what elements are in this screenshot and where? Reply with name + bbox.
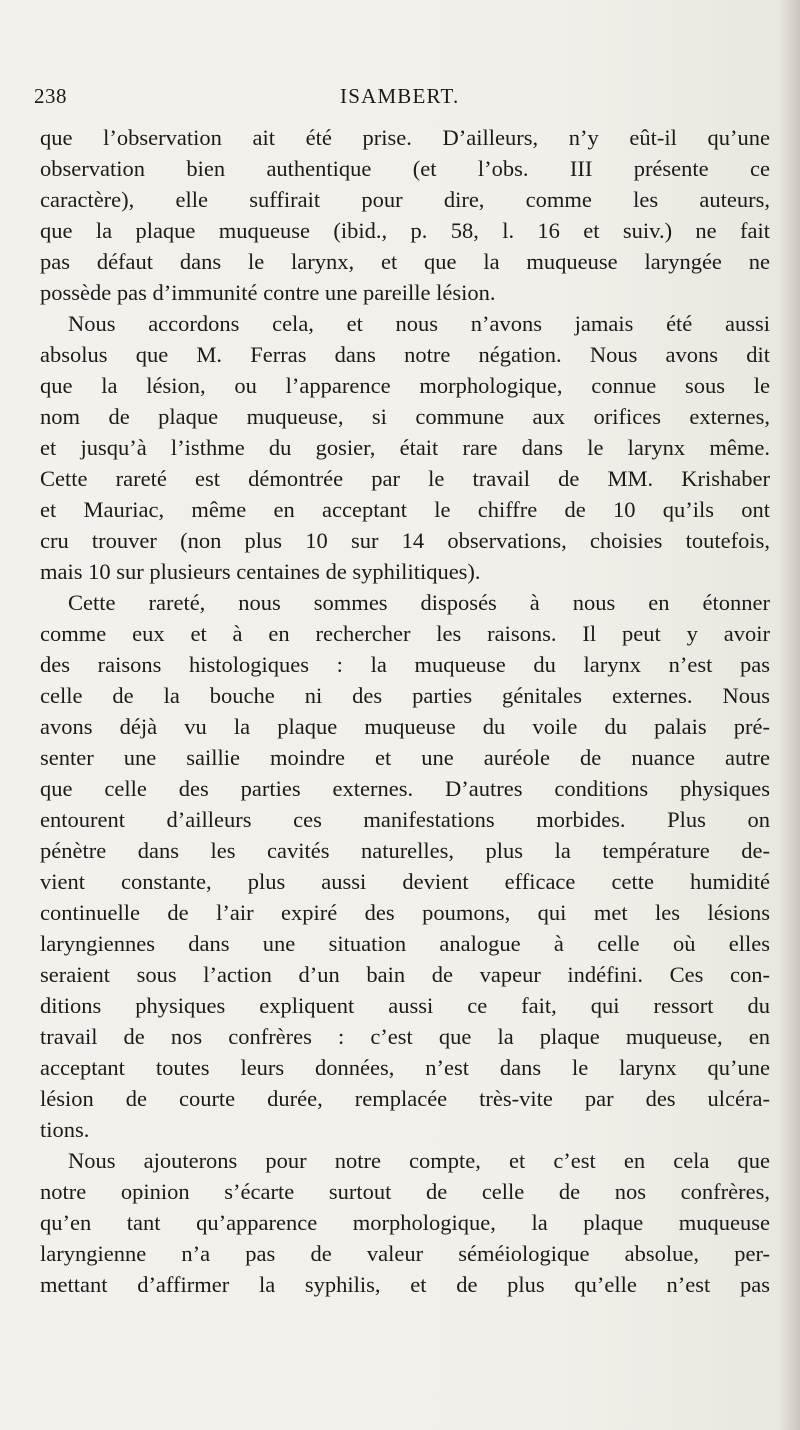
- text-line: observation bien authentique (et l’obs. III présente ce: [40, 156, 770, 181]
- text-line: celle de la bouche ni des parties génitales externes. Nous: [40, 683, 770, 708]
- text-line: que l’observation ait été prise. D’ailleurs, n’y eût-il qu’une: [40, 125, 770, 150]
- text-line: pas défaut dans le larynx, et que la muqueuse laryngée ne: [40, 249, 770, 274]
- text-line: tions.: [40, 1117, 90, 1142]
- text-line: ditions physiques expliquent aussi ce fait, qui ressort du: [40, 993, 770, 1018]
- text-line: absolus que M. Ferras dans notre négation. Nous avons dit: [40, 342, 770, 367]
- text-line: cru trouver (non plus 10 sur 14 observations, choisies toutefois,: [40, 528, 770, 553]
- text-line: notre opinion s’écarte surtout de celle de nos confrères,: [40, 1179, 770, 1204]
- page-header: [34, 84, 734, 116]
- text-line: mettant d’affirmer la syphilis, et de plus qu’elle n’est pas: [40, 1272, 770, 1297]
- text-line: travail de nos confrères : c’est que la plaque muqueuse, en: [40, 1024, 770, 1049]
- text-line: vient constante, plus aussi devient efficace cette humidité: [40, 869, 770, 894]
- page-edge-shadow: [778, 0, 800, 1430]
- text-line: entourent d’ailleurs ces manifestations morbides. Plus on: [40, 807, 770, 832]
- running-head: ISAMBERT.: [340, 84, 460, 108]
- text-line: que celle des parties externes. D’autres conditions physiques: [40, 776, 770, 801]
- text-line: qu’en tant qu’apparence morphologique, la plaque muqueuse: [40, 1210, 770, 1235]
- text-line: des raisons histologiques : la muqueuse du larynx n’est pas: [40, 652, 770, 677]
- text-line: pénètre dans les cavités naturelles, plus la température de-: [40, 838, 770, 863]
- text-line: caractère), elle suffirait pour dire, comme les auteurs,: [40, 187, 770, 212]
- page-number: 238: [34, 84, 67, 108]
- text-line: Cette rareté est démontrée par le travail de MM. Krishaber: [40, 466, 770, 491]
- text-line: lésion de courte durée, remplacée très-vite par des ulcéra-: [40, 1086, 770, 1111]
- text-line: acceptant toutes leurs données, n’est dans le larynx qu’une: [40, 1055, 770, 1080]
- text-line: nom de plaque muqueuse, si commune aux orifices externes,: [40, 404, 770, 429]
- text-line: continuelle de l’air expiré des poumons, qui met les lésions: [40, 900, 770, 925]
- text-line: avons déjà vu la plaque muqueuse du voile du palais pré-: [40, 714, 770, 739]
- text-line: seraient sous l’action d’un bain de vapeur indéfini. Ces con-: [40, 962, 770, 987]
- text-line: Cette rareté, nous sommes disposés à nous en étonner: [68, 590, 770, 615]
- text-line: Nous ajouterons pour notre compte, et c’est en cela que: [68, 1148, 770, 1173]
- text-line: et Mauriac, même en acceptant le chiffre de 10 qu’ils ont: [40, 497, 770, 522]
- text-line: laryngiennes dans une situation analogue à celle où elles: [40, 931, 770, 956]
- text-line: que la lésion, ou l’apparence morphologique, connue sous le: [40, 373, 770, 398]
- text-line: mais 10 sur plusieurs centaines de syphilitiques).: [40, 559, 481, 584]
- text-line: et jusqu’à l’isthme du gosier, était rare dans le larynx même.: [40, 435, 770, 460]
- text-line: possède pas d’immunité contre une pareille lésion.: [40, 280, 496, 305]
- text-line: senter une saillie moindre et une auréole de nuance autre: [40, 745, 770, 770]
- text-line: Nous accordons cela, et nous n’avons jamais été aussi: [68, 311, 770, 336]
- text-line: comme eux et à en rechercher les raisons. Il peut y avoir: [40, 621, 770, 646]
- text-line: laryngienne n’a pas de valeur séméiologique absolue, per-: [40, 1241, 770, 1266]
- body-text: [40, 122, 770, 1300]
- text-line: que la plaque muqueuse (ibid., p. 58, l. 16 et suiv.) ne fait: [40, 218, 770, 243]
